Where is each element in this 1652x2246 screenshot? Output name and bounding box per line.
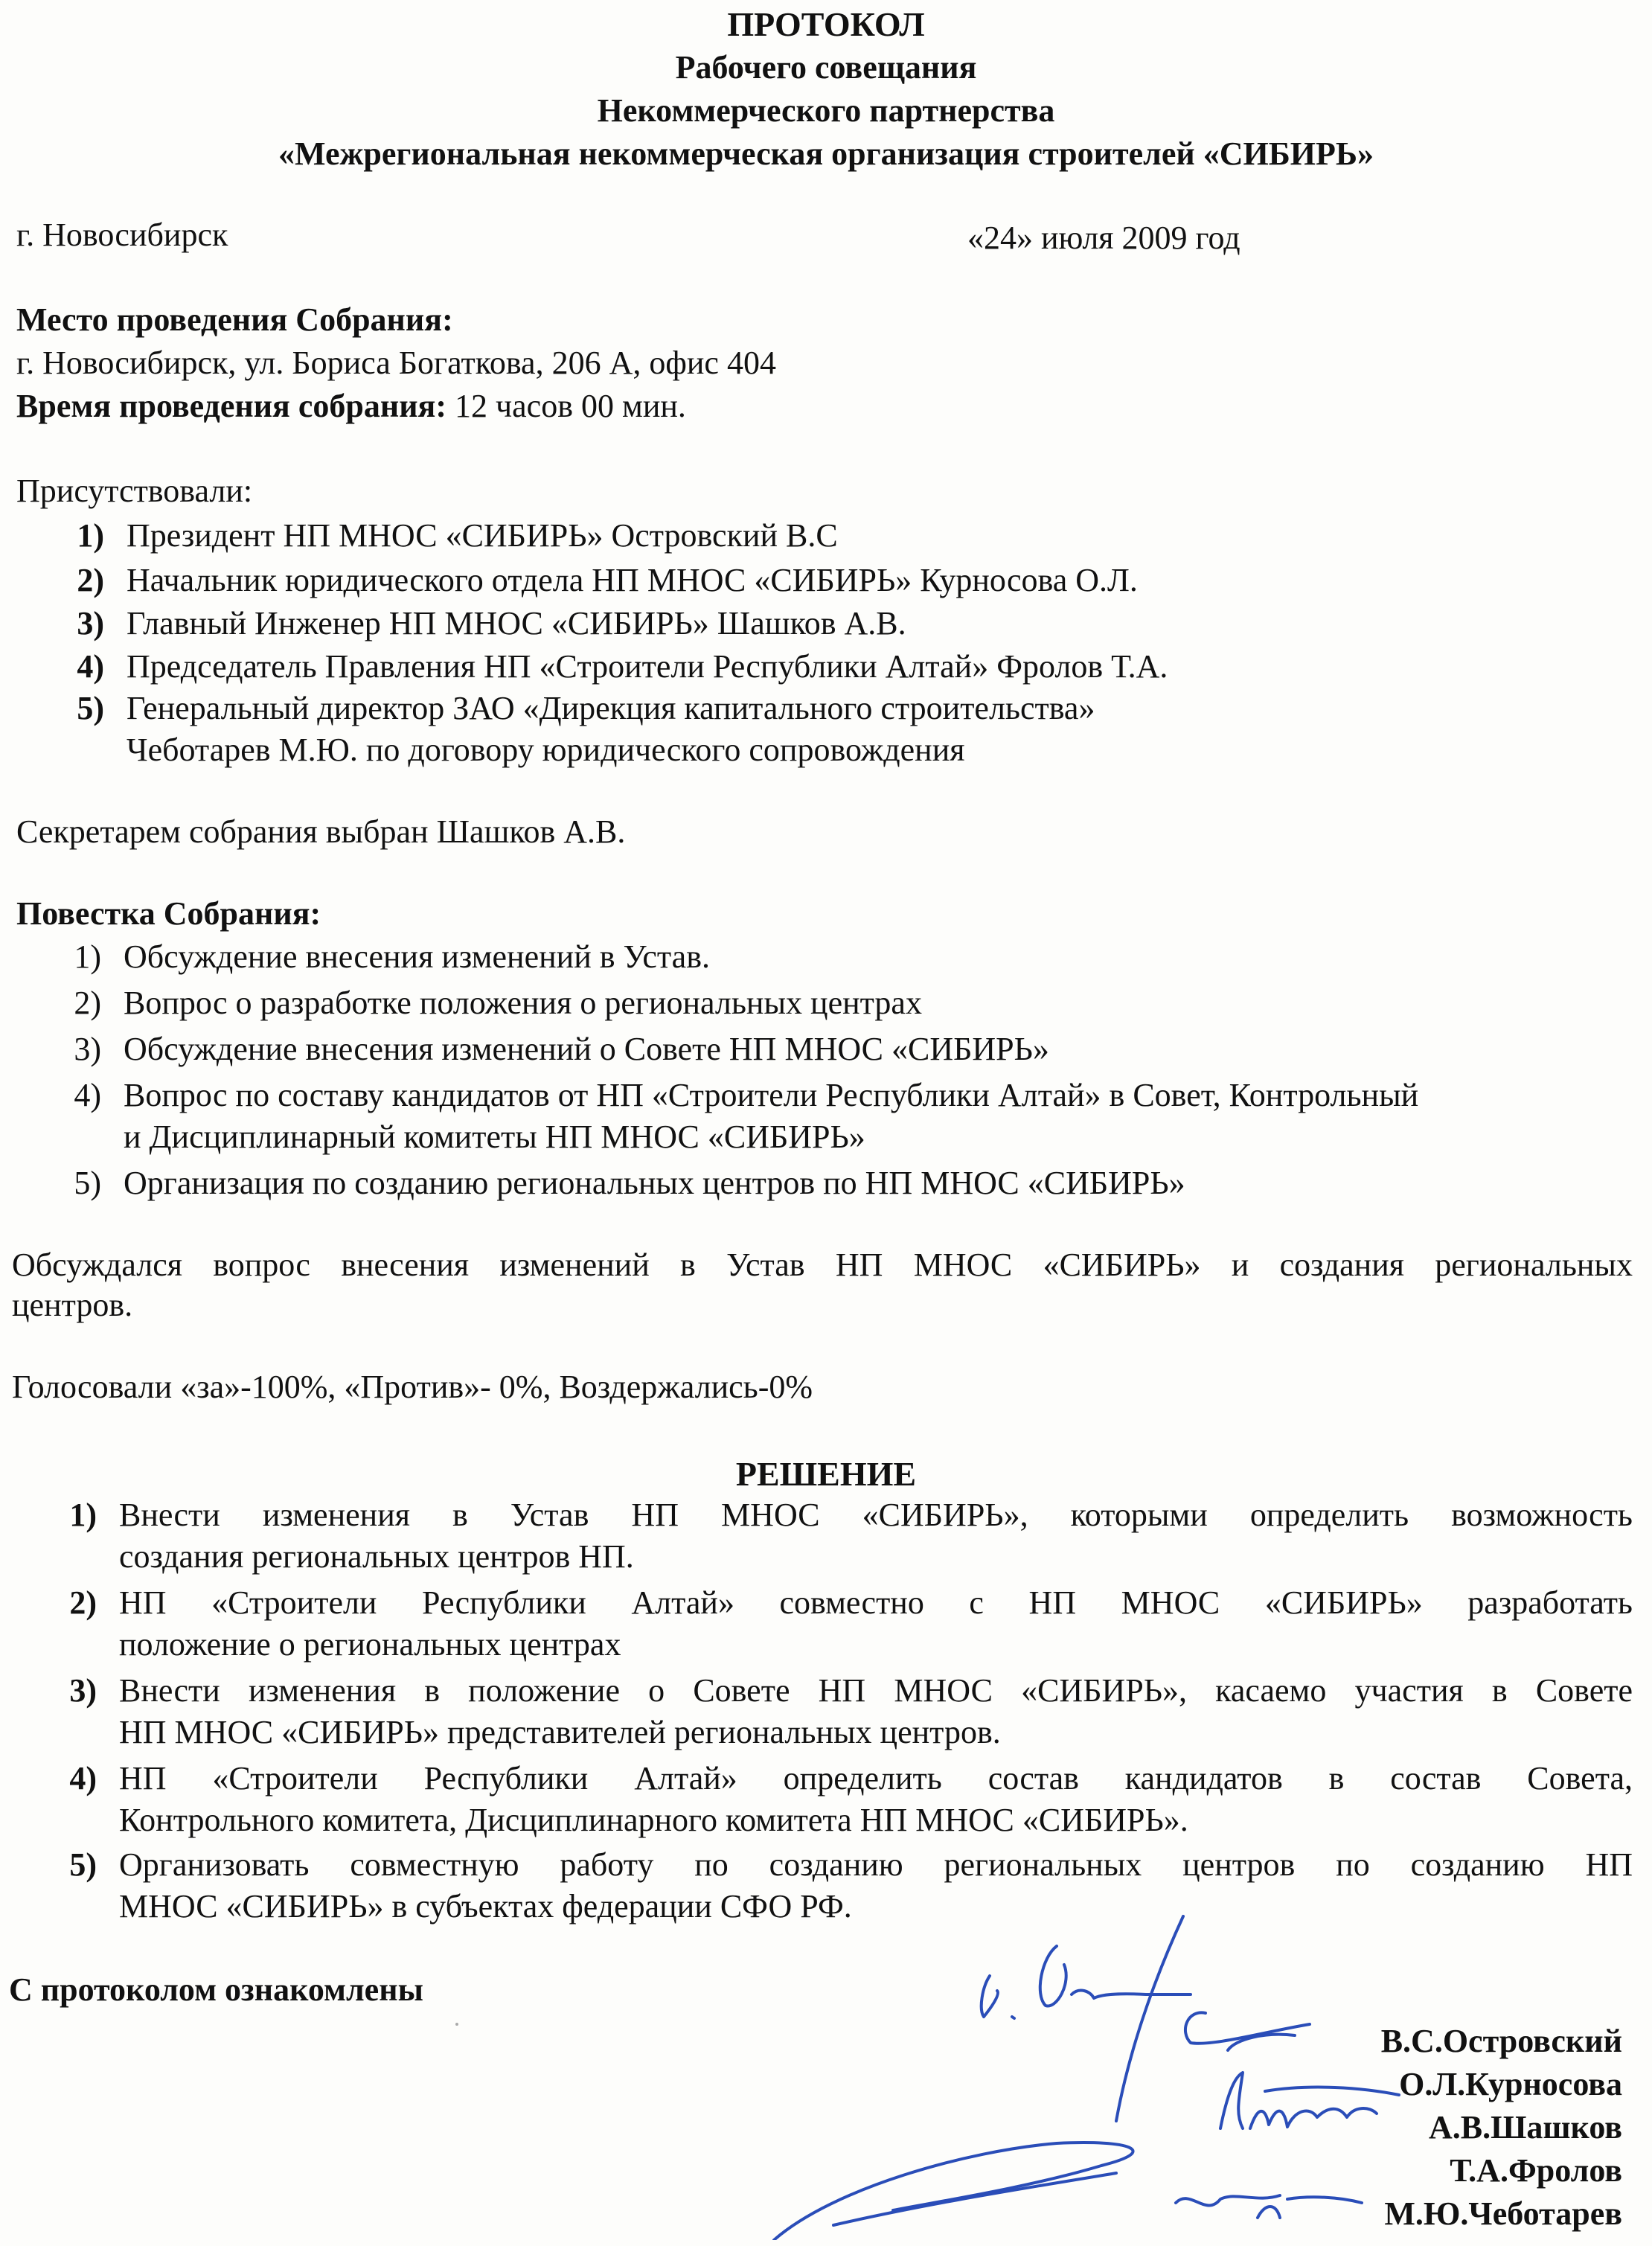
- decision-number: 2): [69, 1584, 97, 1621]
- decision-item-continued: МНОС «СИБИРЬ» в субъектах федерации СФО РФ.: [119, 1888, 852, 1925]
- decision-title: РЕШЕНИЕ: [735, 1455, 917, 1493]
- scan-speck: [455, 2023, 458, 2026]
- document-subtitle-organization: «Межрегиональная некоммерческая организация строителей «СИБИРЬ»: [278, 135, 1374, 172]
- vote-result: Голосовали «за»-100%, «Против»- 0%, Воздержались-0%: [12, 1369, 813, 1405]
- date: «24» июля 2009 год: [967, 220, 1240, 256]
- attendee-item: Председатель Правления НП «Строители Республики Алтай» Фролов Т.А.: [127, 648, 1168, 685]
- attendee-item: Главный Инженер НП МНОС «СИБИРЬ» Шашков А.В.: [127, 605, 906, 642]
- signatory-name: В.С.Островский: [1380, 2023, 1622, 2059]
- decision-item-continued: НП МНОС «СИБИРЬ» представителей региональных центров.: [119, 1714, 1001, 1750]
- decision-item-continued: создания региональных центров НП.: [119, 1538, 634, 1575]
- attendee-item-continued: Чеботарев М.Ю. по договору юридического сопровождения: [127, 732, 965, 768]
- agenda-item: Обсуждение внесения изменений о Совете НП МНОС «СИБИРЬ»: [124, 1031, 1049, 1067]
- decision-item: НП «Строители Республики Алтай» определить состав кандидатов в состав Совета,: [119, 1760, 1633, 1797]
- signatory-name: О.Л.Курносова: [1399, 2066, 1622, 2102]
- attendee-item: Начальник юридического отдела НП МНОС «СИБИРЬ» Курносова О.Л.: [127, 562, 1138, 598]
- venue-label: Место проведения Собрания:: [16, 301, 453, 338]
- agenda-item-continued: и Дисциплинарный комитеты НП МНОС «СИБИРЬ»: [124, 1119, 865, 1155]
- agenda-number: 2): [74, 985, 101, 1021]
- document-subtitle-meeting: Рабочего совещания: [675, 49, 977, 86]
- agenda-item: Обсуждение внесения изменений в Устав.: [124, 938, 710, 975]
- decision-item: Организовать совместную работу по созданию региональных центров по созданию НП: [119, 1846, 1633, 1883]
- attendee-number: 2): [77, 562, 104, 598]
- time-label: Время проведения собрания:: [16, 388, 447, 424]
- secretary: Секретарем собрания выбран Шашков А.В.: [16, 813, 626, 850]
- discussion-line: Обсуждался вопрос внесения изменений в Устав НП МНОС «СИБИРЬ» и создания региональных: [12, 1247, 1633, 1283]
- agenda-label: Повестка Собрания:: [16, 895, 321, 932]
- agenda-number: 3): [74, 1031, 101, 1067]
- acknowledged-label: С протоколом ознакомлены: [9, 1971, 423, 2008]
- decision-number: 5): [69, 1846, 97, 1883]
- attendee-number: 3): [77, 605, 104, 642]
- decision-number: 1): [69, 1497, 97, 1533]
- venue-address: г. Новосибирск, ул. Бориса Богаткова, 206 А, офис 404: [16, 345, 776, 381]
- attendees-label: Присутствовали:: [16, 473, 253, 509]
- signatory-name: А.В.Шашков: [1428, 2109, 1622, 2146]
- agenda-number: 4): [74, 1077, 101, 1113]
- document-subtitle-partnership: Некоммерческого партнерства: [597, 92, 1055, 129]
- attendee-number: 5): [77, 690, 104, 726]
- meeting-time: [16, 385, 686, 427]
- attendee-number: 1): [77, 517, 104, 554]
- time-value: 12 часов 00 мин.: [446, 388, 686, 424]
- city: г. Новосибирск: [16, 217, 228, 253]
- attendee-item: Президент НП МНОС «СИБИРЬ» Островский В.С: [127, 517, 838, 554]
- document-header: [0, 3, 1652, 176]
- decision-item: Внести изменения в положение о Совете НП МНОС «СИБИРЬ», касаемо участия в Совете: [119, 1672, 1633, 1709]
- discussion-line-continued: центров.: [12, 1287, 133, 1323]
- attendee-item: Генеральный директор ЗАО «Дирекция капитального строительства»: [127, 690, 1095, 726]
- signatory-name: М.Ю.Чеботарев: [1384, 2195, 1622, 2232]
- agenda-item: Организация по созданию региональных центров по НП МНОС «СИБИРЬ»: [124, 1165, 1185, 1201]
- decision-number: 4): [69, 1760, 97, 1797]
- decision-item: НП «Строители Республики Алтай» совместно с НП МНОС «СИБИРЬ» разработать: [119, 1584, 1633, 1621]
- decision-item-continued: положение о региональных центрах: [119, 1626, 621, 1663]
- decision-item: Внести изменения в Устав НП МНОС «СИБИРЬ», которыми определить возможность: [119, 1497, 1633, 1533]
- agenda-number: 5): [74, 1165, 101, 1201]
- agenda-number: 1): [74, 938, 101, 975]
- agenda-item: Вопрос по составу кандидатов от НП «Строители Республики Алтай» в Совет, Контрольный: [124, 1077, 1419, 1113]
- agenda-item: Вопрос о разработке положения о региональных центрах: [124, 985, 922, 1021]
- signatory-name: Т.А.Фролов: [1450, 2152, 1622, 2189]
- decision-item-continued: Контрольного комитета, Дисциплинарного комитета НП МНОС «СИБИРЬ».: [119, 1802, 1188, 1838]
- attendee-number: 4): [77, 648, 104, 685]
- decision-number: 3): [69, 1672, 97, 1709]
- document-title: ПРОТОКОЛ: [727, 5, 925, 43]
